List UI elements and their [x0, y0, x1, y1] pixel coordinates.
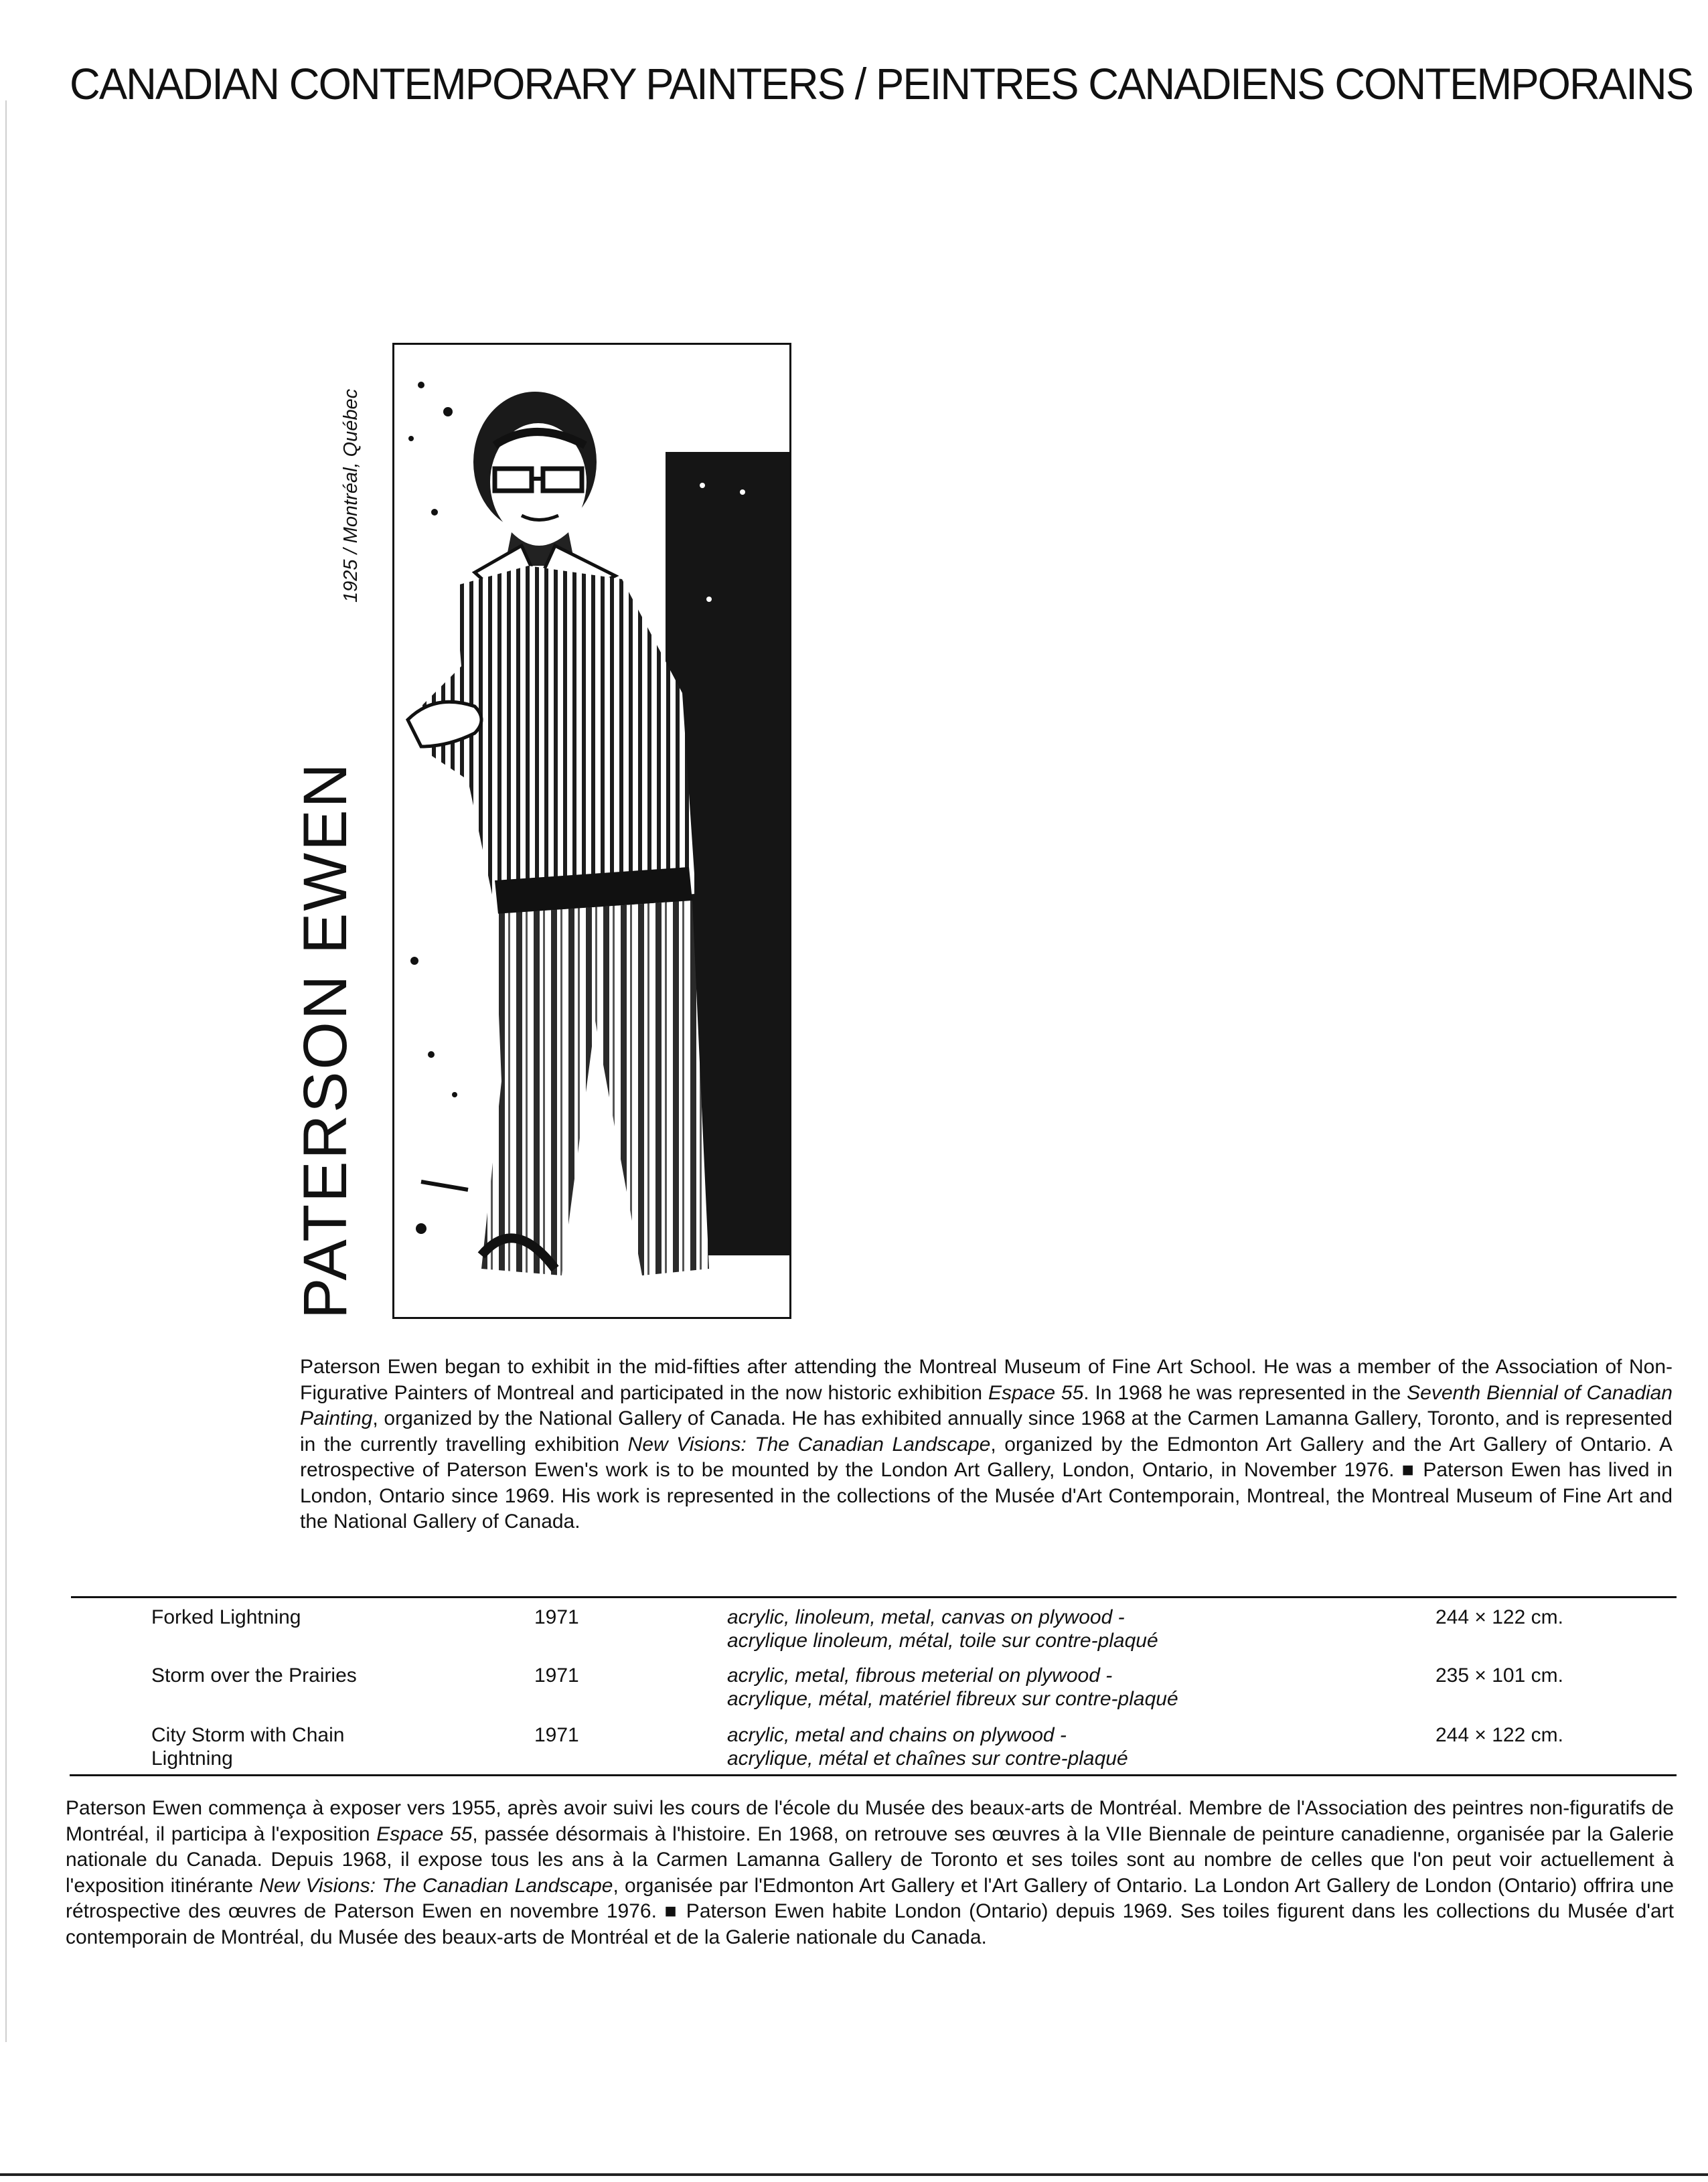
bio-fr-text: Paterson Ewen habite London (Ontario) depuis 1969. Ses toiles figurent dans les collections du Musée d'art contemporain de Montréal, du Musée des beaux-arts de Montréal et de la Galerie nationale du Canada. — [66, 1900, 1674, 1948]
artist-name: PATERSON EWEN — [291, 761, 360, 1319]
work-medium — [727, 1723, 1263, 1770]
bio-fr-text: , passée désormais à l'histoire. En 1968, on retrouve ses œuvres à la VIIe Biennale de peinture canadienne, organisée par la Galerie nationale du Canada. Depuis 1968, il expose tous les ans à la Carmen Lamanna Gallery de Toronto et ses toiles sont au nombre de celles que l'on peut voir actuellement à l'exposition itinérante — [66, 1822, 1675, 1897]
table-top-rule — [71, 1596, 1677, 1598]
work-medium-en: acrylic, metal, fibrous meterial on plywood - — [727, 1664, 1113, 1687]
bio-en-text: , organized by the Edmonton Art Gallery and the Art Gallery of Ontario. A retrospective of Paterson Ewen's work is to be mounted by the London Art Gallery, London, Ontario, in November 1976. — [300, 1433, 1673, 1481]
bio-fr-text: Paterson Ewen commença à exposer vers 1955, après avoir suivi les cours de l'école du Musée des beaux-arts de Montréal. Membre de l'Association des peintres non-figuratifs de Montréal, il participa à l'exposition — [66, 1797, 1674, 1845]
work-year: 1971 — [534, 1606, 579, 1628]
bio-fr-italic: New Visions: The Canadian Landscape — [259, 1874, 613, 1897]
work-medium — [727, 1664, 1263, 1711]
work-medium-fr: acrylique, métal et chaînes sur contre-plaqué — [727, 1747, 1128, 1770]
work-medium-fr: acrylique linoleum, métal, toile sur contre-plaqué — [727, 1630, 1158, 1652]
bio-fr-italic: Espace 55 — [376, 1822, 473, 1845]
bio-fr-text: , organisée par l'Edmonton Art Gallery et l'Art Gallery of Ontario. La London Art Gallery de London (Ontario) offrira une rétrospective des œuvres de Paterson Ewen en novembre 1976. — [66, 1874, 1674, 1922]
work-medium-en: acrylic, linoleum, metal, canvas on plywood - — [727, 1606, 1125, 1628]
work-year: 1971 — [534, 1724, 579, 1746]
artist-photo — [392, 343, 791, 1319]
work-medium-en: acrylic, metal and chains on plywood - — [727, 1724, 1067, 1746]
artist-photo-image — [394, 345, 789, 1317]
work-size: 235 × 101 cm. — [1435, 1664, 1563, 1687]
bio-en-text: . In 1968 he was represented in the — [1083, 1381, 1407, 1404]
bullet-square-icon: ■ — [664, 1900, 679, 1922]
work-title: Storm over the Prairies — [151, 1664, 357, 1687]
bio-en-text: Paterson Ewen has lived in London, Ontario since 1969. His work is represented in the collections of the Musée d'Art Contemporain, Montreal, the Montreal Museum of Fine Art and the National Gallery of Canada. — [300, 1459, 1673, 1533]
scan-margin-line — [5, 100, 7, 2042]
biography-english — [300, 1354, 1673, 1535]
bullet-square-icon: ■ — [1401, 1459, 1416, 1481]
bio-en-text: Paterson Ewen began to exhibit in the mid-fifties after attending the Montreal Museum of Fine Art School. He was a member of the Association of Non-Figurative Painters of Montreal and participated in the now historic exhibition — [300, 1356, 1673, 1404]
work-size: 244 × 122 cm. — [1435, 1606, 1563, 1628]
bio-en-italic: Espace 55 — [988, 1381, 1084, 1404]
scan-bottom-edge — [0, 2173, 1708, 2176]
bio-en-text: , organized by the National Gallery of Canada. He has exhibited annually since 1968 at the Carmen Lamanna Gallery, Toronto, and is represented in the currently travelling exhibition — [300, 1407, 1673, 1456]
bio-en-italic: New Visions: The Canadian Landscape — [627, 1433, 991, 1456]
work-title: Forked Lightning — [151, 1606, 301, 1628]
table-bottom-rule — [70, 1774, 1677, 1776]
biography-french — [66, 1796, 1674, 1950]
bio-en-italic: Seventh Biennial of Canadian Painting — [300, 1381, 1673, 1429]
page-title: CANADIAN CONTEMPORARY PAINTERS / PEINTRES CANADIENS CONTEMPORAINS — [70, 59, 1693, 108]
work-year: 1971 — [534, 1664, 579, 1687]
work-medium-fr: acrylique, métal, matériel fibreux sur contre-plaqué — [727, 1688, 1178, 1710]
work-title: City Storm with Chain Lightning — [151, 1724, 345, 1770]
work-medium — [727, 1606, 1263, 1652]
work-size: 244 × 122 cm. — [1435, 1724, 1563, 1746]
artist-birth-info: 1925 / Montréal, Québec — [340, 388, 362, 603]
